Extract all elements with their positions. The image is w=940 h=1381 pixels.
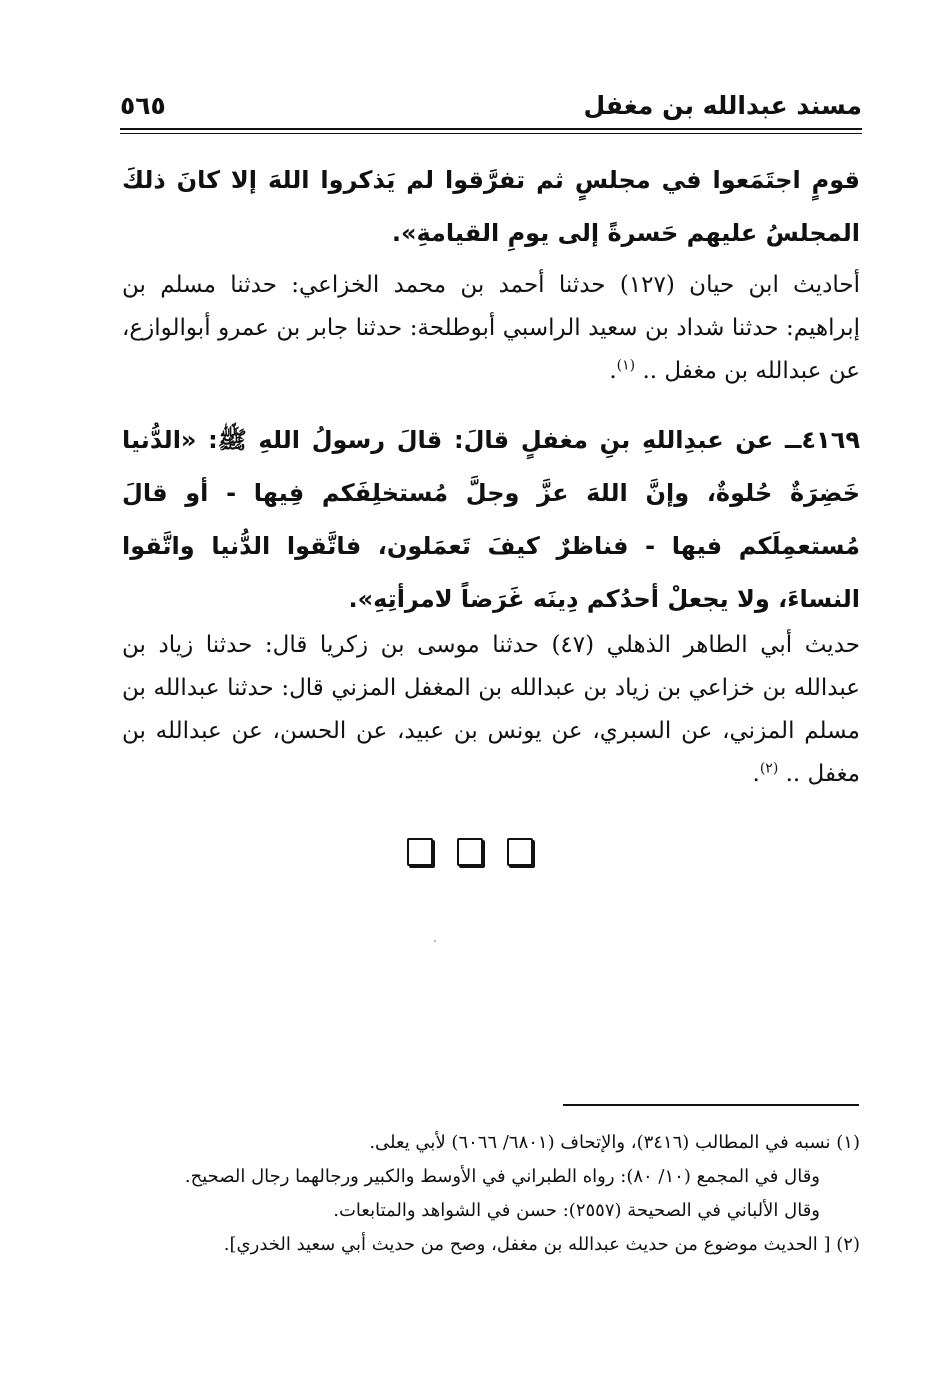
- hadith-continuation: [122, 154, 860, 260]
- isnad-2-text: حديث أبي الطاهر الذهلي (٤٧) حدثنا موسى بن زكريا قال: حدثنا زياد بن عبدالله بن خزاعي بن زياد بن عبدالله بن المغفل المزني قال: حدثنا عبدالله بن مسلم المزني، عن السبري، عن يونس بن عبيد، عن الحسن، عن عبدالله بن مغفل ..: [122, 632, 860, 787]
- footnote-1-line-2: وقال في المجمع (١٠/ ٨٠): رواه الطبراني في الأوسط والكبير ورجالهما رجال الصحيح.: [184, 1166, 820, 1187]
- footnote-1-line-1: (١) نسبه في المطالب (٣٤١٦)، والإتحاف (٦٨٠١/ ٦٠٦٦) لأبي يعلى.: [369, 1132, 860, 1153]
- footnote-2-line-1: (٢) [ الحديث موضوع من حديث عبدالله بن مغفل، وصح من حديث أبي سعيد الخدري].: [223, 1234, 860, 1255]
- footnote-rule: [563, 1104, 859, 1106]
- hadith-4169-text: ٤١٦٩ــ عن عبدِاللهِ بنِ مغفلٍ قالَ: قالَ رسولُ اللهِ ﷺ: «الدُّنيا خَضِرَةٌ حُلوةٌ، وإنَّ اللهَ عزَّ وجلَّ مُستخلِفَكم فِيها - أو قالَ مُستعمِلَكم فيها - فناظرٌ كيفَ تَعمَلون، فاتَّقوا الدُّنيا واتَّقوا النساءَ، ولا يجعلْ أحدُكم دِينَه غَرَضاً لامرأتِهِ».: [122, 426, 860, 613]
- section-separator: [0, 838, 940, 870]
- square-ornament-icon: [457, 838, 483, 866]
- header-title: مسند عبدالله بن مغفل: [583, 91, 862, 120]
- running-header: [120, 86, 862, 132]
- square-ornament-icon: [507, 838, 533, 866]
- footnote-1-line-3: وقال الألباني في الصحيحة (٢٥٥٧): حسن في الشواهد والمتابعات.: [333, 1200, 820, 1221]
- header-rule: [120, 128, 862, 130]
- page-number: ٥٦٥: [120, 91, 166, 120]
- isnad-1-text: أحاديث ابن حيان (١٢٧) حدثنا أحمد بن محمد الخزاعي: حدثنا مسلم بن إبراهيم: حدثنا شداد بن سعيد الراسبي أبوطلحة: حدثنا جابر بن عمرو أبوالوازع، عن عبدالله بن مغفل ..: [122, 272, 861, 384]
- hadith-continuation-text: قومٍ اجتَمَعوا في مجلسٍ ثم تفرَّقوا لم يَذكروا اللهَ إلا كانَ ذلكَ المجلسُ عليهم حَسرةً إلى يومِ القيامةِ».: [122, 166, 860, 247]
- hadith-4169: [122, 414, 860, 626]
- header-rule-thin: [120, 133, 862, 134]
- isnad-paragraph-2: حديث أبي الطاهر الذهلي (٤٧) حدثنا موسى بن زكريا قال: حدثنا زياد بن عبدالله بن خزاعي بن زياد بن عبدالله بن المغفل المزني قال: حدثنا عبدالله بن مسلم المزني، عن السبري، عن يونس بن عبيد، عن الحسن، عن عبدالله بن مغفل .. $^{(٢)}$.: [122, 632, 860, 787]
- footnote-ref-1[interactable]: (١): [616, 357, 636, 374]
- square-ornament-icon: [407, 838, 433, 866]
- isnad-paragraph-1: أحاديث ابن حيان (١٢٧) حدثنا أحمد بن محمد الخزاعي: حدثنا مسلم بن إبراهيم: حدثنا شداد بن سعيد الراسبي أبوطلحة: حدثنا جابر بن عمرو أبوالوازع، عن عبدالله بن مغفل .. $^{(١)}$.: [122, 272, 861, 384]
- footnote-ref-2[interactable]: (٢): [759, 760, 779, 777]
- speck: [434, 940, 436, 942]
- footnotes: [120, 1126, 860, 1262]
